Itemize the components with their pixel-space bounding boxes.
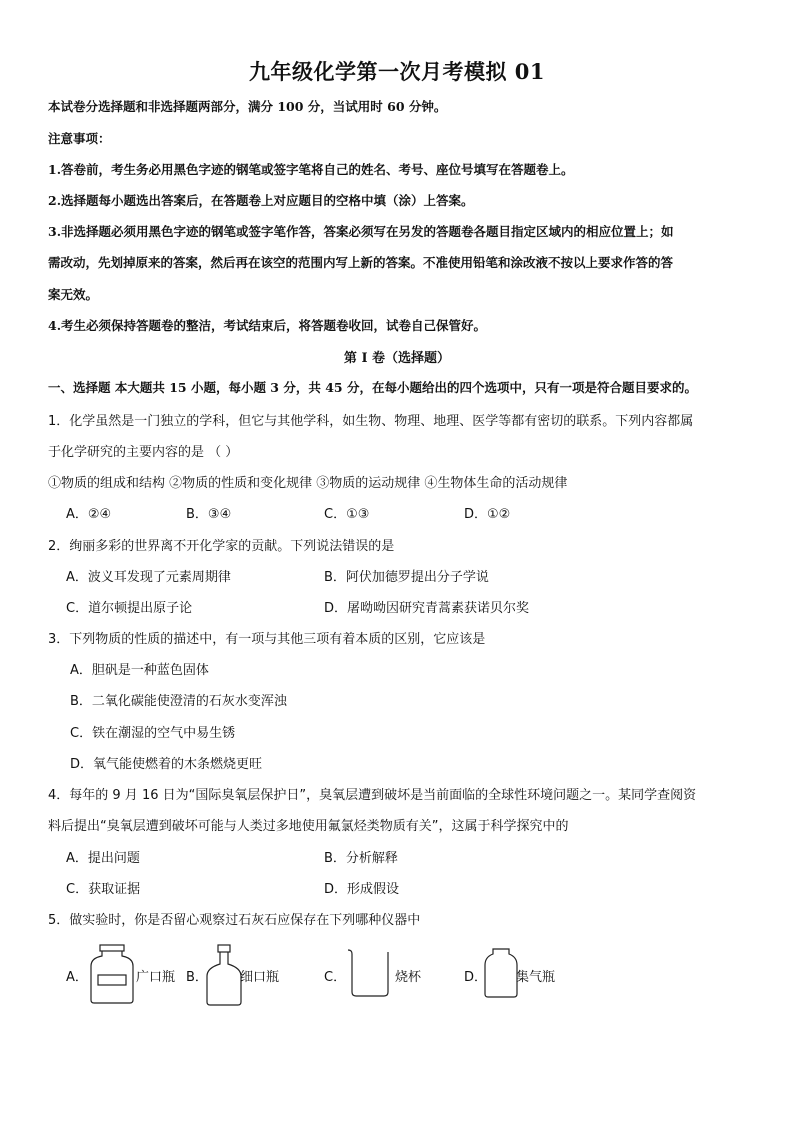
q1-option-a[interactable]: A．②④ bbox=[66, 507, 112, 522]
q1-option-b[interactable]: B．③④ bbox=[186, 507, 232, 522]
q5-option-a-name: 广口瓶 bbox=[136, 970, 176, 985]
q5-option-a-letter[interactable]: A． bbox=[66, 970, 88, 985]
q5-option-c-name: 烧杯 bbox=[395, 970, 422, 985]
q5-option-b-name: 细口瓶 bbox=[240, 970, 280, 985]
notice-2: 2.选择题每小题选出答案后，在答题卷上对应题目的空格中填（涂）上答案。 bbox=[48, 193, 474, 208]
q5-option-c-letter[interactable]: C． bbox=[324, 970, 347, 985]
q4-option-b[interactable]: B．分析解释 bbox=[324, 851, 398, 866]
q1-stem-1: 1．化学虽然是一门独立的学科，但它与其他学科，如生物、物理、地理、医学等都有密切的联系。下列内容都属 bbox=[48, 414, 694, 429]
q5-option-b-letter[interactable]: B． bbox=[186, 970, 208, 985]
q3-option-d[interactable]: D．氧气能使燃着的木条燃烧更旺 bbox=[70, 757, 263, 772]
notice-3-end: 案无效。 bbox=[48, 287, 99, 302]
page-title: 九年级化学第一次月考模拟 01 bbox=[248, 59, 546, 84]
gas-collecting-bottle-icon[interactable] bbox=[484, 948, 518, 998]
q2-option-a[interactable]: A．波义耳发现了元素周期律 bbox=[66, 570, 231, 585]
beaker-icon[interactable] bbox=[346, 948, 394, 998]
narrow-mouth-bottle-icon[interactable] bbox=[205, 944, 243, 1006]
notice-1: 1.答卷前，考生务必用黑色字迹的钢笔或签字笔将自己的姓名、考号、座位号填写在答题卷上。 bbox=[48, 162, 574, 177]
q2-option-c[interactable]: C．道尔顿提出原子论 bbox=[66, 601, 193, 616]
q1-stem-2: 于化学研究的主要内容的是 （ ） bbox=[48, 445, 239, 460]
q4-option-c[interactable]: C．获取证据 bbox=[66, 882, 141, 897]
q3-option-c[interactable]: C．铁在潮湿的空气中易生锈 bbox=[70, 726, 236, 741]
notice-heading: 注意事项： bbox=[48, 131, 111, 146]
notice-3-cont: 需改动，先划掉原来的答案，然后再在该空的范围内写上新的答案。不准使用铅笔和涂改液不按以上要求作答的答 bbox=[48, 255, 674, 270]
q4-option-a[interactable]: A．提出问题 bbox=[66, 851, 140, 866]
q5-option-d-letter[interactable]: D． bbox=[464, 970, 488, 985]
notice-4: 4.考生必须保持答题卷的整洁，考试结束后，将答题卷收回，试卷自己保管好。 bbox=[48, 318, 487, 333]
q4-stem-2: 料后提出“臭氧层遭到破坏可能与人类过多地使用氟氯烃类物质有关”，这属于科学探究中的 bbox=[48, 819, 569, 834]
section-title: 第 I 卷（选择题） bbox=[343, 351, 451, 366]
q3-stem: 3．下列物质的性质的描述中，有一项与其他三项有着本质的区别，它应该是 bbox=[48, 632, 486, 647]
q2-stem: 2．绚丽多彩的世界离不开化学家的贡献。下列说法错误的是 bbox=[48, 539, 395, 554]
q5-stem: 5．做实验时，你是否留心观察过石灰石应保存在下列哪种仪器中 bbox=[48, 913, 421, 928]
q4-stem-1: 4．每年的 9 月 16 日为“国际臭氧层保护日”，臭氧层遭到破坏是当前面临的全球性环境问题之一。某同学查阅资 bbox=[48, 788, 697, 803]
q2-option-d[interactable]: D．屠呦呦因研究青蒿素获诺贝尔奖 bbox=[324, 601, 530, 616]
q4-option-d[interactable]: D．形成假设 bbox=[324, 882, 400, 897]
q1-option-d[interactable]: D．①② bbox=[464, 507, 511, 522]
q1-items: ①物质的组成和结构 ②物质的性质和变化规律 ③物质的运动规律 ④生物体生命的活动规律 bbox=[48, 476, 568, 491]
q3-option-b[interactable]: B．二氧化碳能使澄清的石灰水变浑浊 bbox=[70, 694, 287, 709]
section-instruction: 一、选择题 本大题共 15 小题，每小题 3 分，共 45 分，在每小题给出的四个选项中，只有一项是符合题目要求的。 bbox=[48, 380, 697, 395]
intro-text: 本试卷分选择题和非选择题两部分，满分 100 分，当试用时 60 分钟。 bbox=[48, 99, 447, 114]
q5-option-d-name: 集气瓶 bbox=[516, 970, 556, 985]
wide-mouth-bottle-icon[interactable] bbox=[88, 944, 136, 1004]
q1-option-c[interactable]: C．①③ bbox=[324, 507, 370, 522]
q3-option-a[interactable]: A．胆矾是一种蓝色固体 bbox=[70, 663, 209, 678]
notice-3: 3.非选择题必须用黑色字迹的钢笔或签字笔作答，答案必须写在另发的答题卷各题目指定区域内的相应位置上；如 bbox=[48, 224, 674, 239]
q2-option-b[interactable]: B．阿伏加德罗提出分子学说 bbox=[324, 570, 489, 585]
